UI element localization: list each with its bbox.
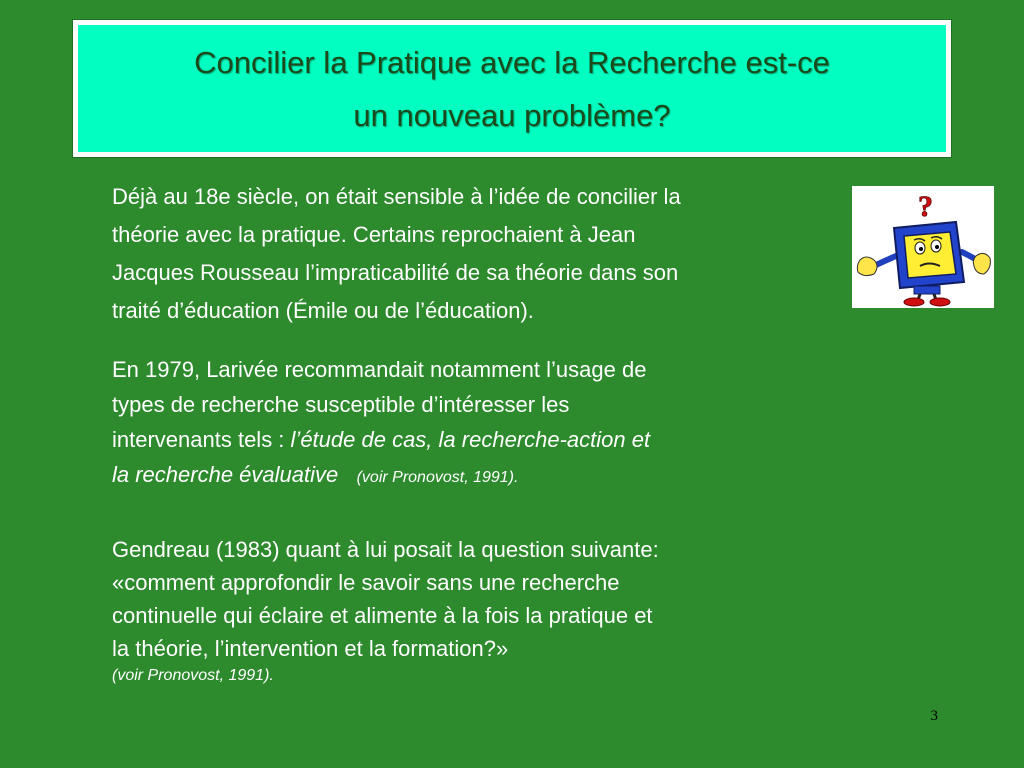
title-box bbox=[73, 20, 951, 157]
paragraph-line: Déjà au 18e siècle, on était sensible à l’idée de concilier la bbox=[112, 184, 681, 209]
citation: (voir Pronovost, 1991). bbox=[356, 469, 519, 486]
research-types-text: la recherche évaluative bbox=[112, 462, 339, 487]
paragraph-line: Gendreau (1983) quant à lui posait la question suivante: bbox=[112, 537, 659, 562]
page-number: 3 bbox=[930, 708, 938, 724]
paragraph-gendreau bbox=[112, 533, 659, 687]
paragraph-line: théorie avec la pratique. Certains reprochaient à Jean bbox=[112, 222, 636, 247]
paragraph-line: la théorie, l’intervention et la formation?» bbox=[112, 636, 509, 661]
paragraph-text: intervenants tels : bbox=[112, 427, 291, 452]
paragraph-line: En 1979, Larivée recommandait notamment l’usage de bbox=[112, 357, 647, 382]
question-mark-icon: ? bbox=[918, 190, 933, 223]
confused-computer-icon bbox=[852, 186, 994, 308]
slide-title-line-2: un nouveau problème? bbox=[353, 97, 671, 133]
paragraph-line bbox=[112, 422, 650, 457]
paragraph-line: continuelle qui éclaire et alimente à la fois la pratique et bbox=[112, 603, 653, 628]
research-types-text: l’étude de cas, la recherche-action et bbox=[290, 427, 651, 452]
paragraph-rousseau bbox=[112, 178, 681, 330]
citation: (voir Pronovost, 1991). bbox=[112, 667, 274, 684]
paragraph-line: traité d’éducation (Émile ou de l’éducation). bbox=[112, 298, 534, 323]
paragraph-line: types de recherche susceptible d’intéresser les bbox=[112, 392, 570, 417]
paragraph-line bbox=[112, 457, 650, 495]
paragraph-line: «comment approfondir le savoir sans une recherche bbox=[112, 570, 620, 595]
slide-title-line-1: Concilier la Pratique avec la Recherche est-ce bbox=[194, 44, 830, 80]
paragraph-line: Jacques Rousseau l’impraticabilité de sa théorie dans son bbox=[112, 260, 679, 285]
paragraph-larivee bbox=[112, 352, 650, 495]
